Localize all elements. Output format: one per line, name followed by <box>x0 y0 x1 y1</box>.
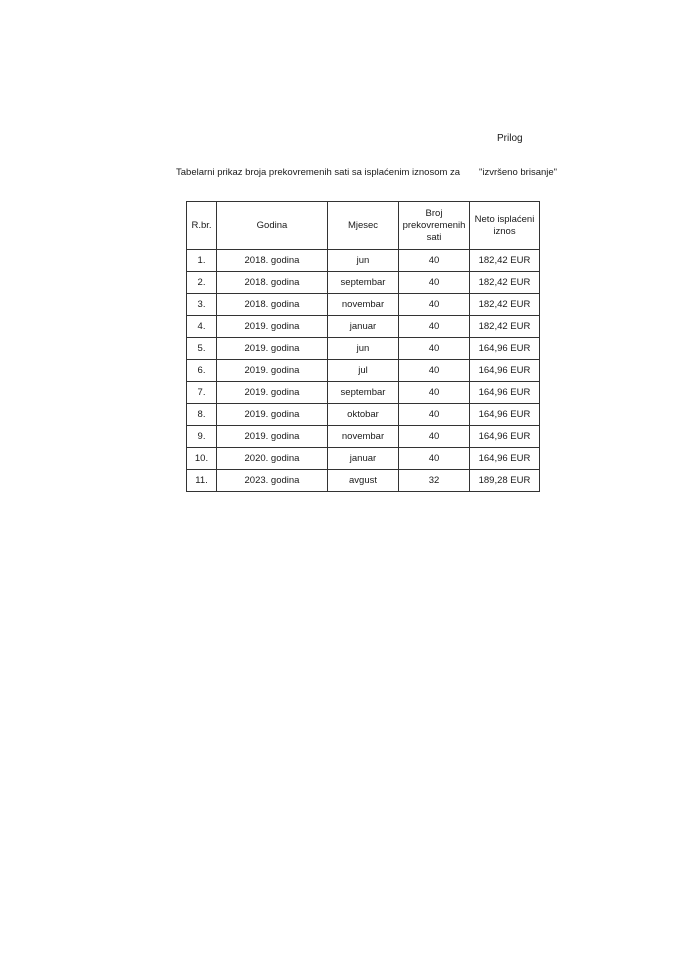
cell-mjesec: novembar <box>328 294 399 316</box>
cell-mjesec: oktobar <box>328 404 399 426</box>
cell-mjesec: januar <box>328 316 399 338</box>
cell-rbr: 9. <box>187 426 217 448</box>
cell-godina: 2019. godina <box>217 426 328 448</box>
col-mjesec: Mjesec <box>328 202 399 250</box>
cell-sati: 32 <box>399 470 470 492</box>
cell-rbr: 3. <box>187 294 217 316</box>
cell-sati: 40 <box>399 294 470 316</box>
cell-mjesec: jun <box>328 338 399 360</box>
table-header-row <box>187 202 540 250</box>
cell-iznos: 182,42 EUR <box>470 250 540 272</box>
cell-iznos: 182,42 EUR <box>470 272 540 294</box>
cell-rbr: 2. <box>187 272 217 294</box>
overtime-table <box>186 201 540 492</box>
caption-redaction-note: "izvršeno brisanje" <box>479 167 558 178</box>
cell-sati: 40 <box>399 272 470 294</box>
cell-godina: 2019. godina <box>217 360 328 382</box>
table-row <box>187 316 540 338</box>
col-godina: Godina <box>217 202 328 250</box>
cell-iznos: 164,96 EUR <box>470 426 540 448</box>
table-row <box>187 250 540 272</box>
table-row <box>187 426 540 448</box>
cell-iznos: 164,96 EUR <box>470 382 540 404</box>
cell-godina: 2019. godina <box>217 338 328 360</box>
table-caption <box>176 167 558 178</box>
cell-iznos: 182,42 EUR <box>470 316 540 338</box>
cell-godina: 2018. godina <box>217 250 328 272</box>
cell-mjesec: novembar <box>328 426 399 448</box>
cell-rbr: 5. <box>187 338 217 360</box>
table-body <box>187 250 540 492</box>
cell-sati: 40 <box>399 360 470 382</box>
cell-rbr: 10. <box>187 448 217 470</box>
cell-rbr: 11. <box>187 470 217 492</box>
col-rbr: R.br. <box>187 202 217 250</box>
cell-mjesec: avgust <box>328 470 399 492</box>
cell-rbr: 6. <box>187 360 217 382</box>
cell-rbr: 8. <box>187 404 217 426</box>
cell-mjesec: jul <box>328 360 399 382</box>
cell-iznos: 164,96 EUR <box>470 404 540 426</box>
cell-iznos: 189,28 EUR <box>470 470 540 492</box>
table-row <box>187 382 540 404</box>
table-row <box>187 404 540 426</box>
table-row <box>187 470 540 492</box>
cell-mjesec: septembar <box>328 382 399 404</box>
cell-godina: 2018. godina <box>217 294 328 316</box>
cell-sati: 40 <box>399 338 470 360</box>
cell-godina: 2020. godina <box>217 448 328 470</box>
cell-sati: 40 <box>399 448 470 470</box>
cell-rbr: 1. <box>187 250 217 272</box>
cell-iznos: 164,96 EUR <box>470 338 540 360</box>
caption-text: Tabelarni prikaz broja prekovremenih sati sa isplaćenim iznosom za <box>176 167 461 178</box>
cell-sati: 40 <box>399 316 470 338</box>
cell-godina: 2019. godina <box>217 382 328 404</box>
table-row <box>187 338 540 360</box>
prilog-label: Prilog <box>497 133 523 144</box>
cell-iznos: 182,42 EUR <box>470 294 540 316</box>
table-row <box>187 272 540 294</box>
cell-mjesec: januar <box>328 448 399 470</box>
cell-mjesec: jun <box>328 250 399 272</box>
cell-godina: 2023. godina <box>217 470 328 492</box>
col-neto-iznos: Neto isplaćeni iznos <box>470 202 540 250</box>
cell-sati: 40 <box>399 382 470 404</box>
cell-rbr: 4. <box>187 316 217 338</box>
cell-godina: 2019. godina <box>217 316 328 338</box>
table-row <box>187 448 540 470</box>
cell-sati: 40 <box>399 250 470 272</box>
col-broj-sati: Broj prekovremenih sati <box>399 202 470 250</box>
cell-iznos: 164,96 EUR <box>470 448 540 470</box>
table-row <box>187 294 540 316</box>
cell-rbr: 7. <box>187 382 217 404</box>
cell-sati: 40 <box>399 404 470 426</box>
cell-sati: 40 <box>399 426 470 448</box>
cell-mjesec: septembar <box>328 272 399 294</box>
cell-godina: 2018. godina <box>217 272 328 294</box>
cell-godina: 2019. godina <box>217 404 328 426</box>
cell-iznos: 164,96 EUR <box>470 360 540 382</box>
table-row <box>187 360 540 382</box>
